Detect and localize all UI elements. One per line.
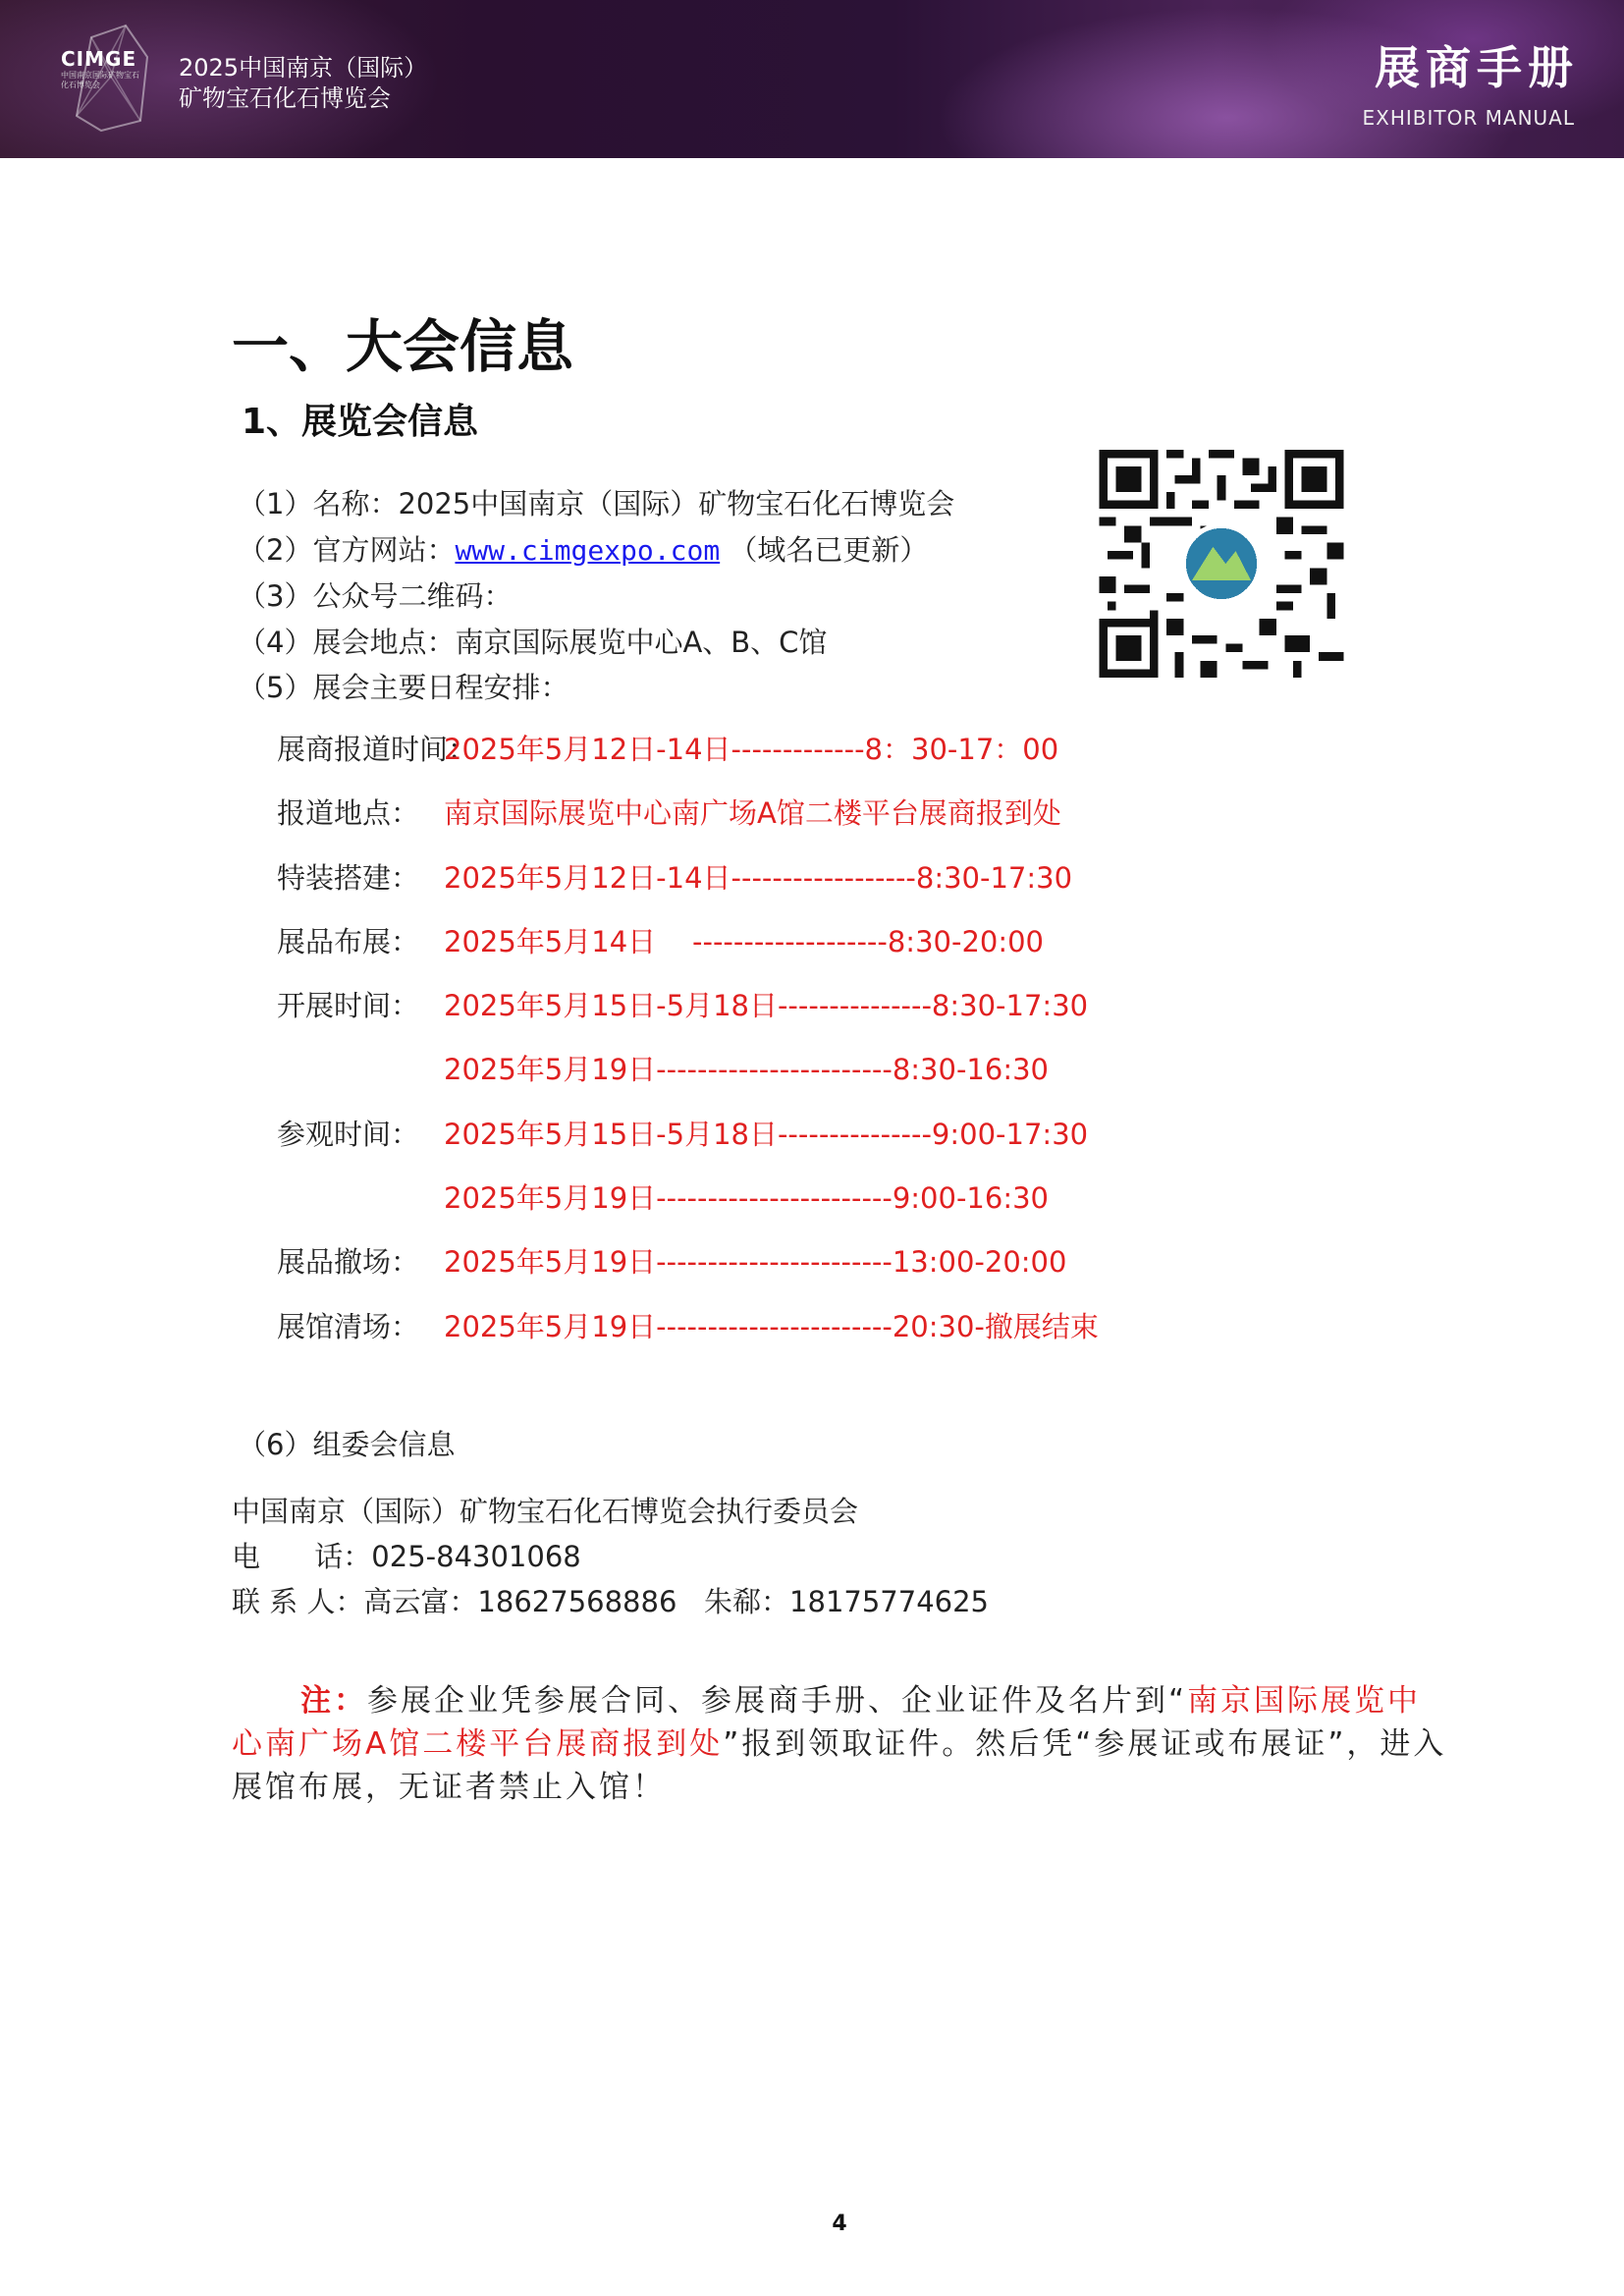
schedule-value: 2025年5月19日-----------------------20:30-撤展结束 — [444, 1309, 1099, 1343]
schedule-value: 南京国际展览中心南广场A馆二楼平台展商报到处 — [444, 796, 1061, 831]
logo-subtext: 中国南京国际矿物宝石化石博览会 — [61, 71, 139, 89]
schedule-label: 开展时间： — [277, 989, 420, 1023]
organizer-phone: 电 话：025-84301068 — [232, 1540, 581, 1573]
schedule-label: 参观时间： — [277, 1117, 420, 1151]
expo-title-line2: 矿物宝石化石博览会 — [179, 84, 391, 112]
schedule-value: 2025年5月15日-5月18日---------------8:30-17:30 — [444, 989, 1089, 1023]
info-website-suffix: （域名已更新） — [720, 532, 929, 567]
expo-title-line1: 2025中国南京（国际） — [179, 54, 428, 82]
schedule-label: 展馆清场： — [277, 1309, 420, 1343]
schedule-row — [277, 855, 1099, 919]
schedule-row — [277, 727, 1099, 791]
schedule-value: 2025年5月15日-5月18日---------------9:00-17:30 — [444, 1117, 1089, 1151]
organizer-info — [232, 1422, 989, 1624]
note-text-2: ”报到领取证件。然后凭“参展证或布展证”，进入展馆布展，无证者禁止入馆！ — [232, 1726, 1447, 1805]
schedule-row — [277, 1239, 1099, 1303]
info-name: （1）名称：2025中国南京（国际）矿物宝石化石博览会 — [238, 487, 955, 520]
exhibition-info — [238, 481, 954, 711]
registration-note — [232, 1679, 1449, 1809]
subsection-title: 1、展览会信息 — [242, 402, 479, 442]
info-venue: （4）展会地点：南京国际展览中心A、B、C馆 — [238, 625, 828, 659]
schedule-label: 展品撤场： — [277, 1245, 420, 1280]
schedule-value: 2025年5月14日 -------------------8:30-20:00 — [444, 924, 1045, 958]
qr-code-icon — [1098, 450, 1345, 678]
schedule-value: 2025年5月12日-14日-------------8：30-17：00 — [444, 733, 1059, 766]
note-label: 注： — [300, 1683, 367, 1719]
info-website-line — [238, 527, 954, 574]
schedule-row — [277, 1112, 1099, 1175]
manual-subtitle: EXHIBITOR MANUAL — [1362, 106, 1575, 130]
schedule-row — [277, 1304, 1099, 1368]
schedule-value: 2025年5月19日-----------------------9:00-16:30 — [444, 1181, 1049, 1216]
info-website-prefix: （2）官方网站： — [238, 532, 456, 567]
schedule-label: 展品布展： — [277, 924, 420, 958]
schedule-row — [277, 983, 1099, 1047]
info-qr-label: （3）公众号二维码： — [238, 579, 513, 613]
note-place: 南京国际展览中心南广场A馆二楼平台展商报到处 — [232, 1683, 1422, 1762]
schedule-row — [277, 1175, 1099, 1239]
organizer-name: 中国南京（国际）矿物宝石化石博览会执行委员会 — [232, 1495, 859, 1528]
note-text-1: 参展企业凭参展合同、参展商手册、企业证件及名片到“ — [367, 1683, 1188, 1719]
manual-title: 展商手册 — [1375, 41, 1579, 94]
schedule-row — [277, 919, 1099, 983]
schedule-value: 2025年5月19日-----------------------8:30-16:30 — [444, 1053, 1049, 1087]
info-schedule-label: （5）展会主要日程安排： — [238, 671, 569, 704]
section-title: 一、大会信息 — [232, 313, 574, 380]
page-number: 4 — [832, 2212, 847, 2236]
logo-text: CIMGE — [61, 47, 137, 71]
expo-title — [179, 53, 427, 114]
schedule-label: 特装搭建： — [277, 860, 420, 895]
website-link[interactable]: www.cimgexpo.com — [455, 533, 721, 567]
schedule-row — [277, 1047, 1099, 1111]
schedule-label: 展商报道时间： — [277, 733, 477, 766]
schedule-list — [277, 727, 1099, 1368]
schedule-label: 报道地点： — [277, 796, 420, 831]
organizer-contacts: 联 系 人：高云富：18627568886 朱郗：18175774625 — [232, 1585, 990, 1618]
schedule-row — [277, 791, 1099, 854]
page-header — [0, 0, 1624, 158]
schedule-value: 2025年5月12日-14日------------------8:30-17:30 — [444, 860, 1073, 895]
organizer-heading: （6）组委会信息 — [238, 1428, 456, 1461]
schedule-value: 2025年5月19日-----------------------13:00-20:00 — [444, 1245, 1067, 1280]
